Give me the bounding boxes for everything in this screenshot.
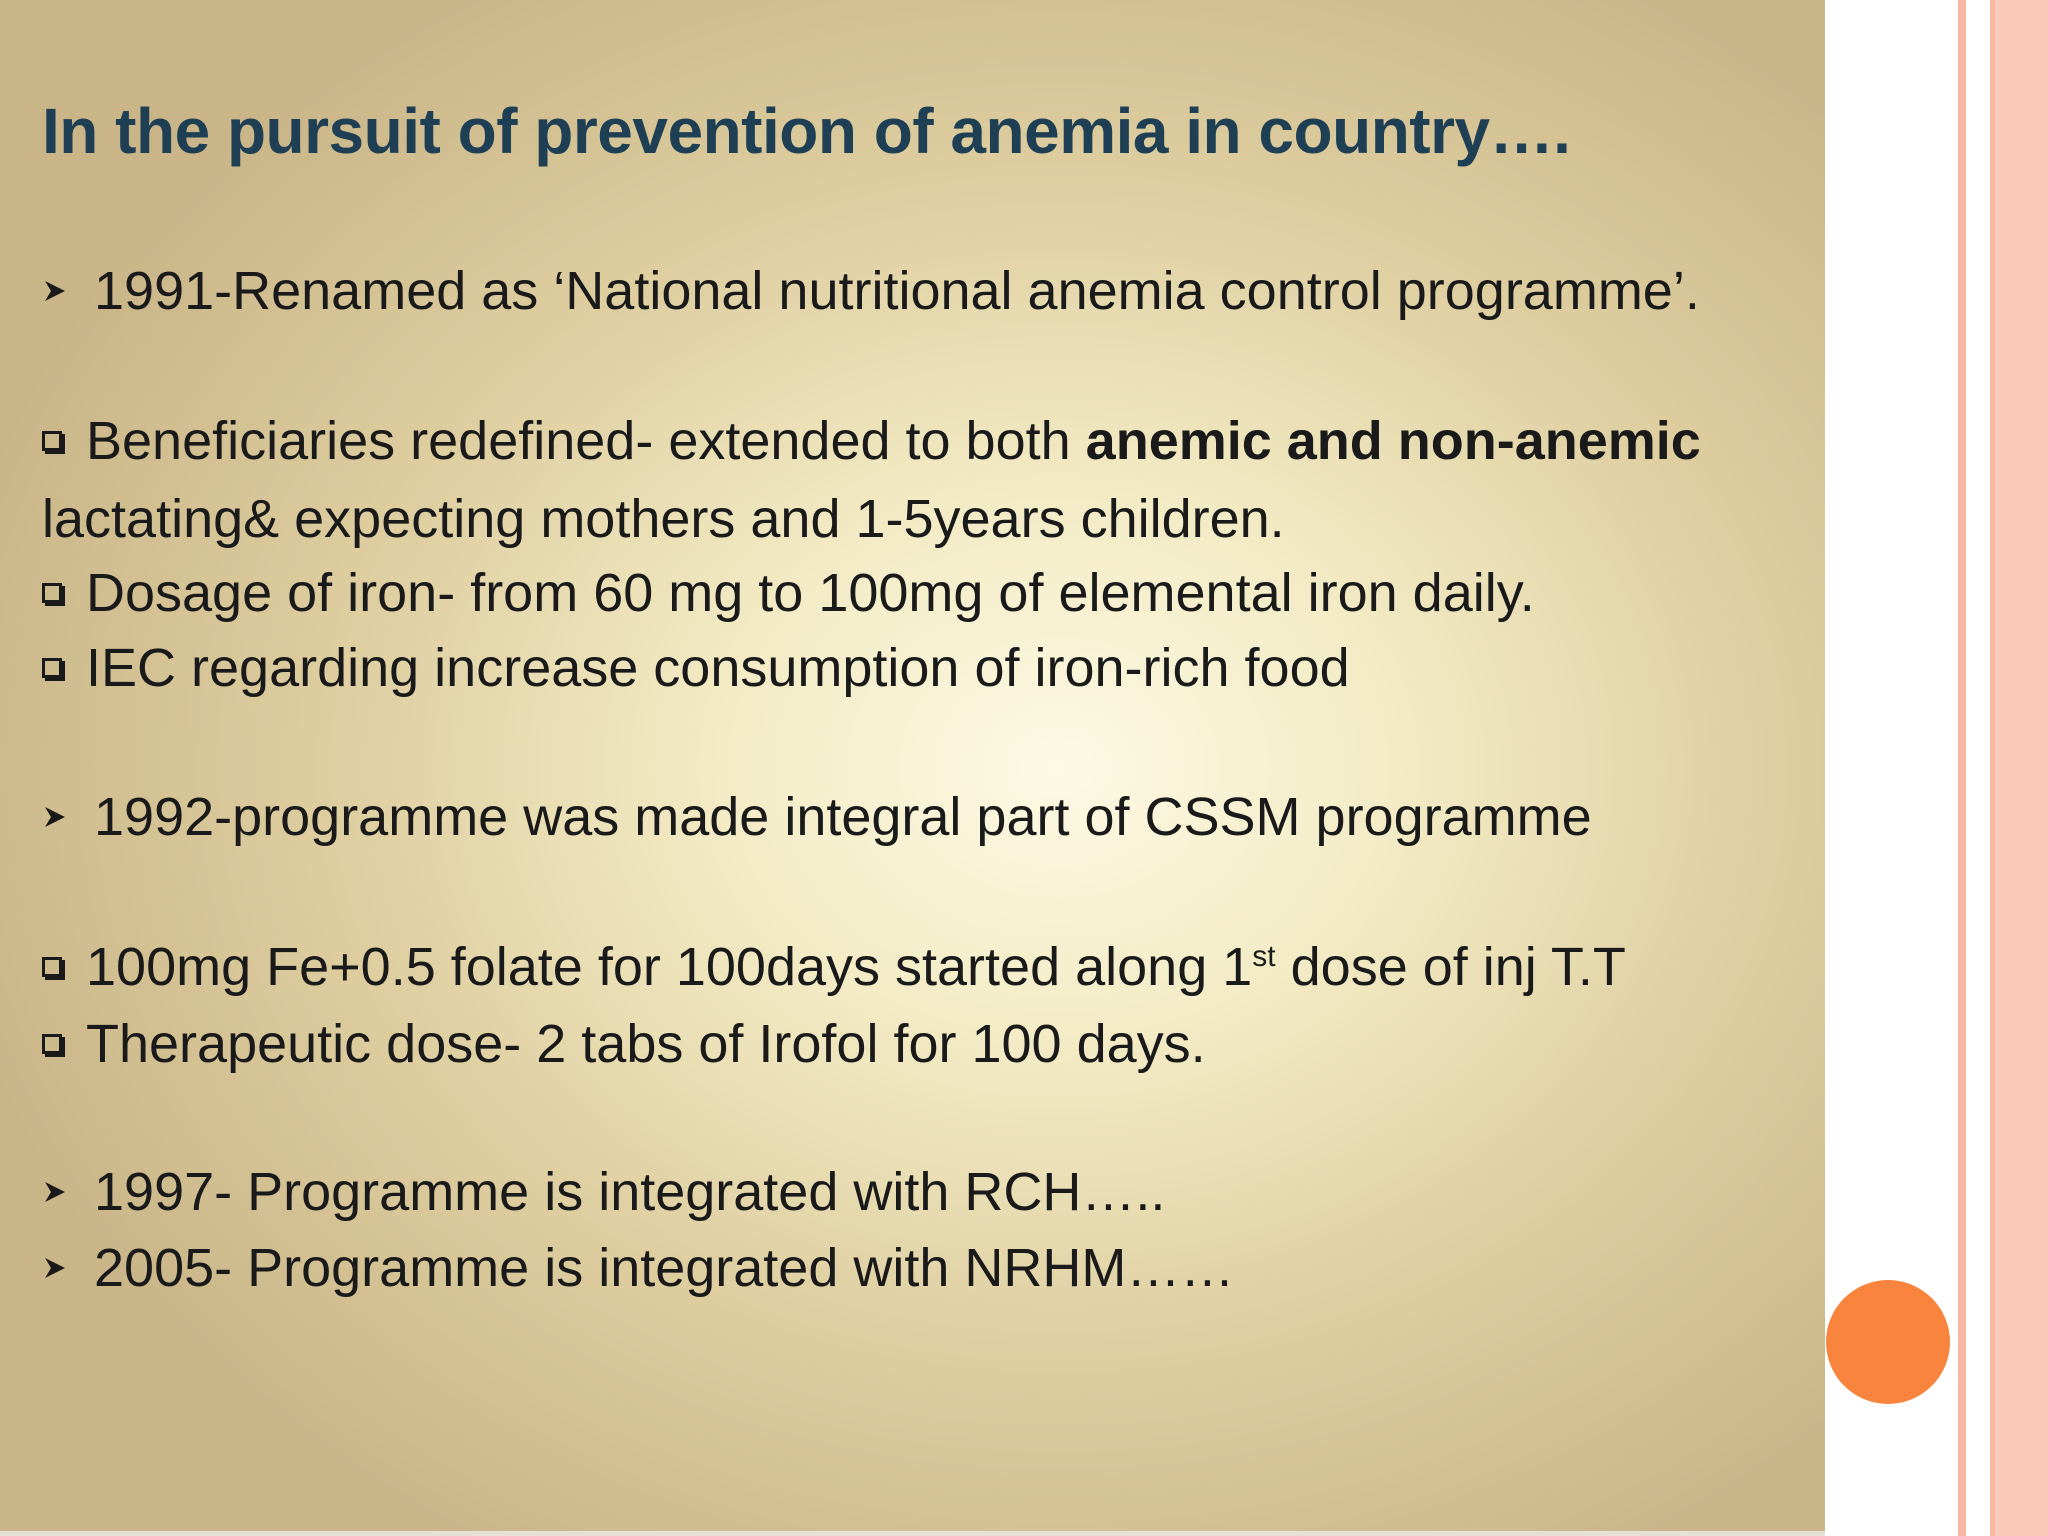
list-item	[42, 563, 1535, 623]
list-item-text: 1997- Programme is integrated with RCH…..	[94, 1162, 1166, 1222]
list-item-text: 1991-Renamed as ‘National nutritional anemia control programme’.	[94, 261, 1700, 321]
list-item-continuation	[42, 489, 1285, 549]
decorative-stripe	[1995, 0, 2048, 1536]
arrow-bullet-icon	[42, 278, 68, 304]
checkbox-bullet-icon	[42, 1034, 62, 1054]
list-item	[42, 638, 1350, 698]
arrow-bullet-icon	[42, 1179, 68, 1205]
arrow-bullet-icon	[42, 1255, 68, 1281]
list-item	[42, 411, 1701, 471]
list-item	[42, 1162, 1166, 1222]
slide-title: In the pursuit of prevention of anemia in country….	[42, 95, 1571, 167]
list-item-text: 100mg Fe+0.5 folate for 100days started along 1	[86, 937, 1253, 997]
list-item	[42, 937, 1626, 997]
list-item	[42, 1238, 1235, 1298]
decorative-stripe	[1958, 0, 1966, 1536]
checkbox-bullet-icon	[42, 957, 62, 977]
ordinal-superscript: st	[1252, 940, 1276, 973]
list-item-text: Dosage of iron- from 60 mg to 100mg of elemental iron daily.	[86, 563, 1535, 623]
list-item	[42, 261, 1700, 321]
list-item	[42, 1014, 1206, 1074]
checkbox-bullet-icon	[42, 658, 62, 678]
list-item-emphasis: anemic and non-anemic	[1085, 411, 1701, 471]
decorative-stripe	[1968, 0, 1990, 1536]
list-item-text: Beneficiaries redefined- extended to both	[86, 411, 1086, 471]
checkbox-bullet-icon	[42, 431, 62, 451]
list-item-text: lactating& expecting mothers and 1-5years children.	[42, 489, 1285, 549]
list-item-text: 2005- Programme is integrated with NRHM……	[94, 1238, 1235, 1298]
orange-circle-decoration	[1826, 1280, 1950, 1404]
arrow-bullet-icon	[42, 804, 68, 830]
list-item-text: Therapeutic dose- 2 tabs of Irofol for 100 days.	[86, 1014, 1206, 1074]
list-item-text: 1992-programme was made integral part of CSSM programme	[94, 787, 1592, 847]
checkbox-bullet-icon	[42, 583, 62, 603]
list-item-text: dose of inj T.T	[1275, 937, 1626, 997]
list-item	[42, 787, 1592, 847]
slide-bottom-edge	[0, 1531, 1825, 1536]
list-item-text: IEC regarding increase consumption of iron-rich food	[86, 638, 1350, 698]
